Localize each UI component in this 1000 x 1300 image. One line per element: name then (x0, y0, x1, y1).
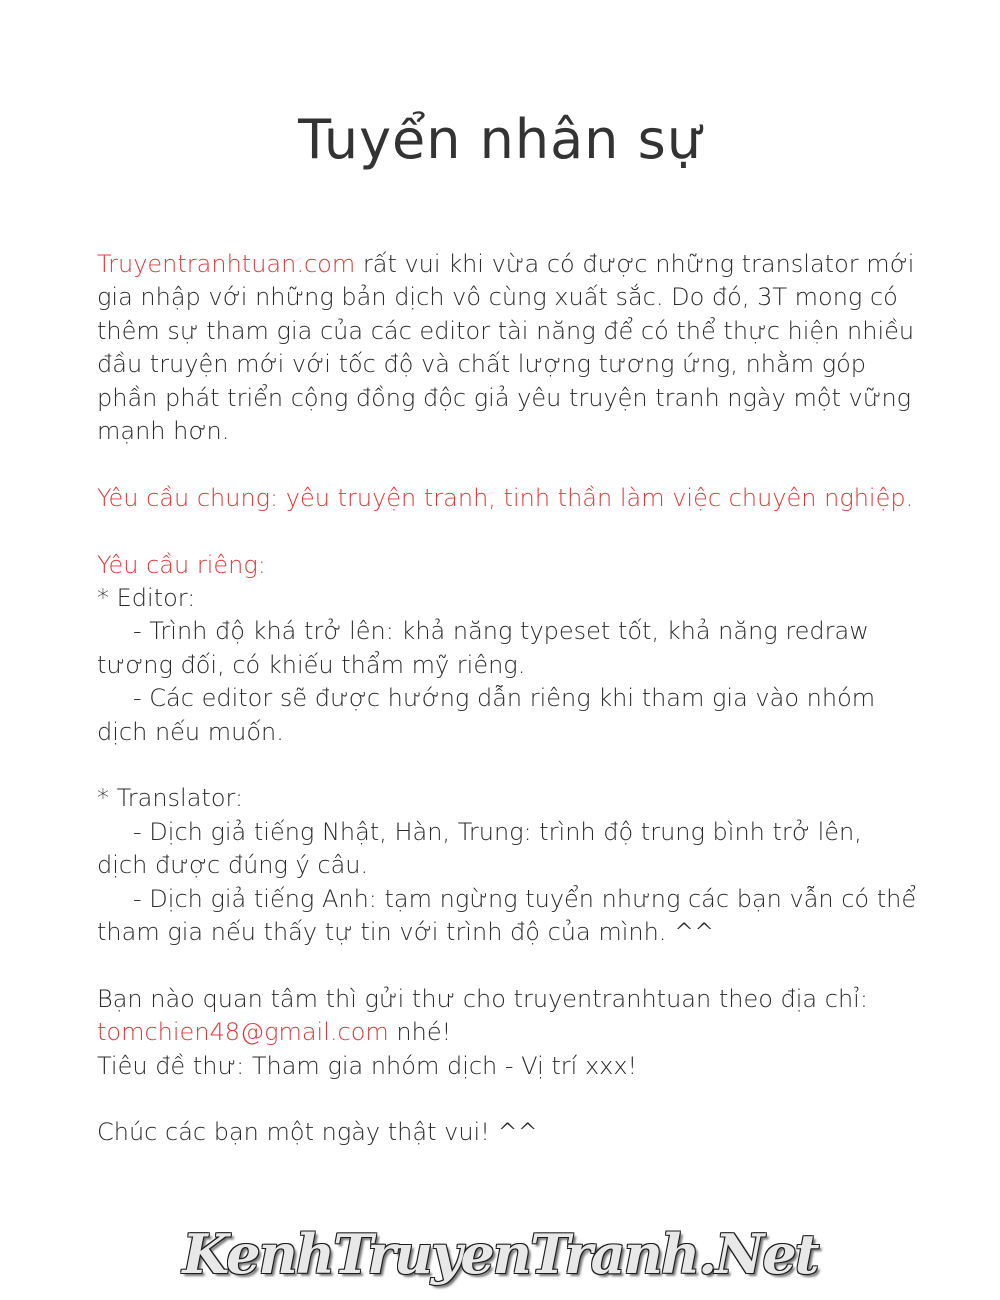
intro-paragraph (97, 248, 917, 448)
contact-line: Bạn nào quan tâm thì gửi thư cho truyentranhtuan theo địa chỉ: (97, 984, 868, 1013)
document-body (97, 248, 917, 1150)
watermark-logo: KenhTruyenTranh.Net (182, 1222, 818, 1286)
email-link[interactable]: tomchien48@gmail.com (97, 1018, 389, 1047)
editor-label: * Editor: (97, 584, 196, 613)
editor-item: - Trình độ khá trở lên: khả năng typeset tốt, khả năng redraw tương đối, có khiếu thẩm mỹ riêng. (97, 617, 869, 679)
intro-text: rất vui khi vừa có được những translator mới gia nhập với những bản dịch vô cùng xuất sắc. Do đó, 3T mong có thêm sự tham gia của các editor tài năng để có thể thực hiện nhiều đầu truyện mới với tốc độ và chất lượng tương ứng, nhằm góp phần phát triển cộng đồng độc giả yêu truyện tranh ngày một vững mạnh hơn. (97, 250, 915, 446)
translator-item: - Dịch giả tiếng Nhật, Hàn, Trung: trình độ trung bình trở lên, dịch được đúng ý câu. (97, 817, 862, 880)
mail-subject: Tiêu đề thư: Tham gia nhóm dịch - Vị trí xxx! (97, 1051, 638, 1080)
email-suffix: nhé! (388, 1018, 452, 1047)
page-title: Tuyển nhân sự (298, 108, 702, 171)
closing-text: Chúc các bạn một ngày thật vui! ^^ (97, 1118, 538, 1147)
specific-requirement-heading: Yêu cầu riêng: (97, 550, 266, 579)
general-requirement: Yêu cầu chung: yêu truyện tranh, tinh thần làm việc chuyên nghiệp. (97, 483, 914, 512)
translator-item: - Dịch giả tiếng Anh: tạm ngừng tuyển nhưng các bạn vẫn có thể tham gia nếu thấy tự tin với trình độ của mình. ^^ (97, 884, 917, 947)
translator-label: * Translator: (97, 784, 244, 813)
contact-email-line (97, 1016, 917, 1049)
editor-item: - Các editor sẽ được hướng dẫn riêng khi tham gia vào nhóm dịch nếu muốn. (97, 684, 876, 746)
site-link[interactable]: Truyentranhtuan.com (97, 250, 356, 278)
